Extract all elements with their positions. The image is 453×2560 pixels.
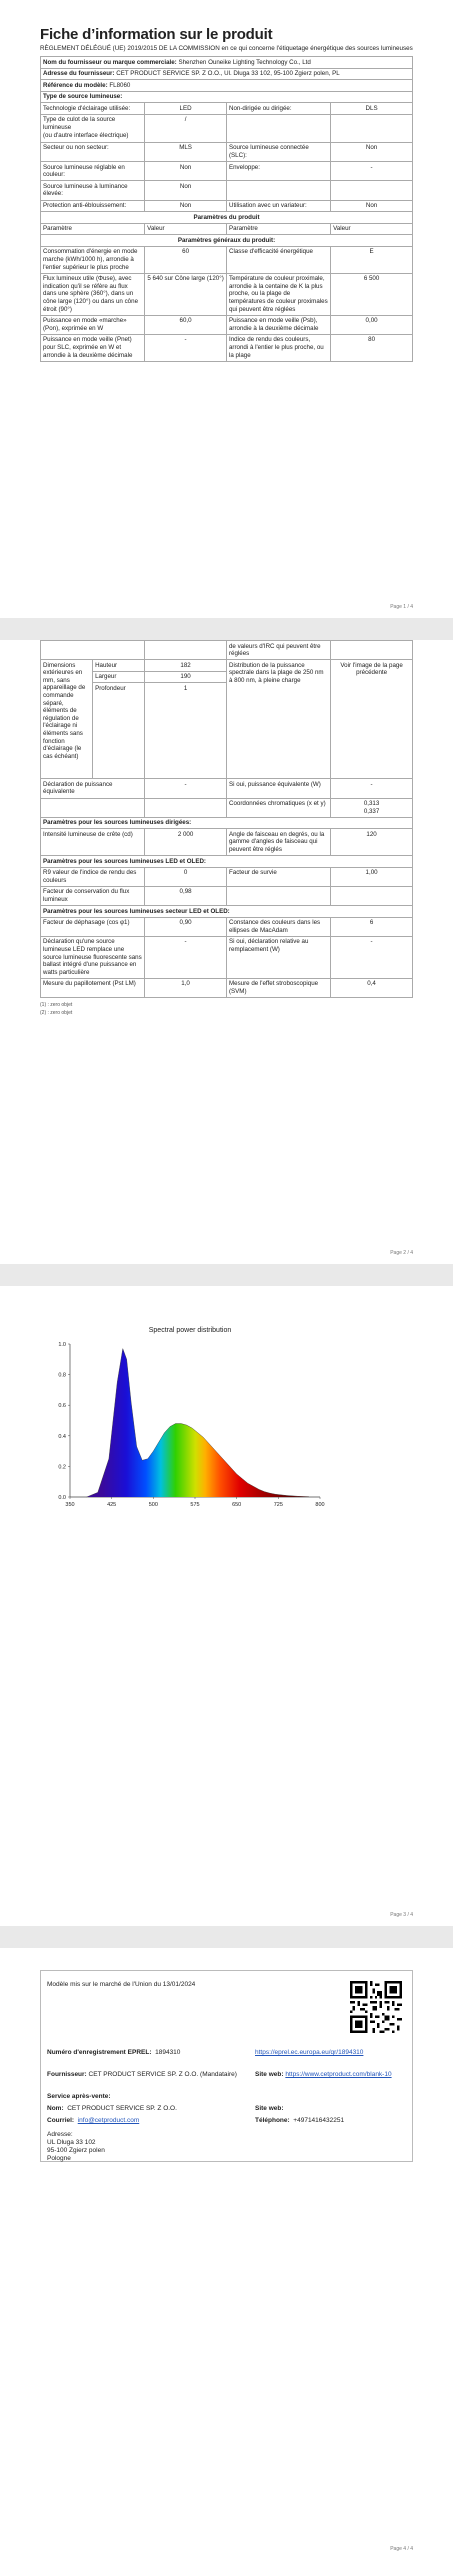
cell: 5 640 sur Cône large (120°): [145, 273, 227, 315]
col-value: Valeur: [145, 223, 227, 235]
cell: Protection anti-éblouissement:: [41, 200, 145, 212]
table-row: [41, 779, 413, 798]
mains-title: Paramètres pour les sources lumineuses secteur LED et OLED:: [41, 906, 413, 918]
page-4: [0, 1948, 453, 2560]
beam-value: 120: [331, 829, 413, 856]
reg-number-row: [47, 2049, 180, 2057]
cell: E: [331, 246, 413, 273]
x-tick-label: 650: [232, 1502, 242, 1508]
cell: 80: [331, 334, 413, 361]
product-params-table-cont: [40, 640, 413, 998]
footnote: (1) : zero objet: [40, 1002, 73, 1009]
supplier-name-value: Shenzhen Ouneike Lighting Technology Co., Ltd: [178, 58, 311, 66]
cell: [331, 641, 413, 660]
cell: LED: [145, 103, 227, 115]
cell: /: [145, 114, 227, 142]
x-tick-label: 350: [65, 1502, 75, 1508]
cell: DLS: [331, 103, 413, 115]
cell: Consommation d'énergie en mode marche (kWh/1000 h), arrondie à l'entier supérieur le plus proche: [41, 246, 145, 273]
y-tick-label: 1.0: [58, 1342, 66, 1348]
disp-label: Facteur de déphasage (cos φ1): [41, 917, 145, 936]
page-number: Page 3 / 4: [390, 1912, 413, 1918]
disp-value: 0,90: [145, 917, 227, 936]
table-row: [41, 829, 413, 856]
address-line: 95-100 Zgierz polen: [47, 2147, 105, 2154]
cell: Puissance en mode veille (Pnet) pour SLC, exprimée en W et arrondie à la deuxième décimale: [41, 334, 145, 361]
spectrum-area: [87, 1349, 309, 1497]
chroma-value: [331, 798, 413, 817]
reg-number-value: 1894310: [155, 2049, 181, 2056]
general-title: Paramètres généraux du produit:: [41, 235, 413, 247]
cell: Source lumineuse connectée (SLC):: [226, 142, 330, 161]
cell: 6 500: [331, 273, 413, 315]
table-row: [41, 660, 413, 672]
cell: Puissance en mode «marche» (Pon), exprimée en W: [41, 315, 145, 334]
cell: [41, 798, 145, 817]
address-block: [47, 2131, 105, 2163]
reg-number-label: Numéro d'enregistrement EPREL:: [47, 2049, 152, 2056]
consist-label: Constance des couleurs dans les ellipses de MacAdam: [226, 917, 330, 936]
spectral-chart: [40, 1322, 330, 1512]
dim-value: 190: [145, 671, 227, 683]
cell: -: [145, 334, 227, 361]
dim-name: Hauteur: [93, 660, 145, 672]
cell: Puissance en mode veille (Psb), arrondie à la deuxième décimale: [226, 315, 330, 334]
cell: Utilisation avec un variateur:: [226, 200, 330, 212]
product-info-table: [40, 56, 413, 362]
strobo-label: Mesure de l'effet stroboscopique (SVM): [226, 978, 330, 997]
dim-name: Profondeur: [93, 683, 145, 779]
table-row: [41, 200, 413, 212]
x-tick-label: 725: [273, 1502, 283, 1508]
cell: -: [331, 162, 413, 181]
phone-row: [255, 2117, 344, 2125]
supplier-value: CET PRODUCT SERVICE SP. Z O.O. (Mandataire): [88, 2071, 237, 2078]
name-label: Nom:: [47, 2105, 64, 2112]
page-2: [0, 640, 453, 1264]
col-param: Paramètre: [41, 223, 145, 235]
eprel-box: [40, 1970, 413, 2162]
cell: 0,00: [331, 315, 413, 334]
chart-title: Spectral power distribution: [148, 1327, 232, 1334]
site-link[interactable]: https://www.cetproduct.com/blank-10: [285, 2071, 392, 2078]
table-row: [41, 142, 413, 161]
supplier-row: [47, 2071, 247, 2079]
table-row: [41, 181, 413, 200]
r9-value: 0: [145, 867, 227, 886]
cell: Secteur ou non secteur:: [41, 142, 145, 161]
placed-on-market: Modèle mis sur le marché de l'Union du 13/01/2024: [47, 1981, 196, 1988]
model-row: [41, 80, 413, 92]
website-row: [255, 2071, 395, 2079]
cell: [226, 181, 330, 200]
table-row: [41, 867, 413, 886]
table-row: [41, 936, 413, 978]
cell: Non: [145, 200, 227, 212]
cell: Non: [331, 142, 413, 161]
consist-value: 6: [331, 917, 413, 936]
y-tick-label: 0.4: [58, 1433, 66, 1440]
cell: 60: [145, 246, 227, 273]
email-row: [47, 2117, 139, 2125]
table-row: [41, 641, 413, 660]
page-3: [0, 1286, 453, 1926]
model-value: FL8060: [109, 81, 131, 89]
site2-label: Site web:: [255, 2105, 284, 2112]
dim-value: 1: [145, 683, 227, 779]
equiv-label: Déclaration de puissance équivalente: [41, 779, 145, 798]
cell: Flux lumineux utile (Φuse), avec indication qu'il se réfère au flux dans une sphère (360°), dans un cône large (120°) ou dans un cône étroit (90°): [41, 273, 145, 315]
y-tick-label: 0.8: [58, 1372, 66, 1379]
cell: Température de couleur proximale, arrondie à la centaine de K la plus proche, ou la plage de températures de couleur proximales qui peuvent être réglées: [226, 273, 330, 315]
after-sales-label: Service après-vente:: [47, 2093, 111, 2100]
qr-code-icon[interactable]: [350, 1981, 402, 2033]
col-value: Valeur: [331, 223, 413, 235]
page-number: Page 1 / 4: [390, 604, 413, 610]
params-title: Paramètres du produit: [41, 212, 413, 224]
chart-plot: [87, 1349, 309, 1497]
chroma-x: 0,313: [363, 800, 380, 808]
phone-value: +4971416432251: [293, 2117, 345, 2124]
cell: 60,0: [145, 315, 227, 334]
flicker-value: 1,0: [145, 978, 227, 997]
chroma-y: 0,337: [363, 807, 380, 815]
footnote: (2) : zero objet: [40, 1010, 73, 1017]
table-row: [41, 273, 413, 315]
name-value: CET PRODUCT SERVICE SP. Z O.O.: [67, 2105, 177, 2112]
r9-label: R9 valeur de l'indice de rendu des couleurs: [41, 867, 145, 886]
page-number: Page 2 / 4: [390, 1250, 413, 1256]
cell: [145, 641, 227, 660]
flicker-label: Mesure du papillotement (Pst LM): [41, 978, 145, 997]
supplier-address-row: [41, 68, 413, 80]
supplier-address-value: CET PRODUCT SERVICE SP. Z O.O., Ul. Dluga 33 102, 95-100 Zgierz polen, PL: [116, 70, 340, 78]
replace-label: Déclaration qu'une source lumineuse LED remplace une source lumineuse fluorescente sans ballast intégré d'une puissance en watts particulière: [41, 936, 145, 978]
table-row: [41, 246, 413, 273]
spd-value: Voir l'image de la page précédente: [331, 660, 413, 779]
cell: Type de culot de la source lumineuse (ou d'autre interface électrique): [41, 114, 145, 142]
cell: Non: [145, 162, 227, 181]
page-title: Fiche d’information sur le produit: [40, 26, 273, 43]
table-row: [41, 886, 413, 905]
cell: Technologie d'éclairage utilisée:: [41, 103, 145, 115]
equiv-value: -: [145, 779, 227, 798]
replace-right-value: -: [331, 936, 413, 978]
x-tick-label: 425: [107, 1502, 117, 1508]
regulation-text: RÈGLEMENT DÉLÉGUÉ (UE) 2019/2015 DE LA COMMISSION en ce qui concerne l'étiquetage énergétique des sources lumineuses: [40, 45, 413, 52]
site-label: Site web:: [255, 2071, 284, 2078]
footnotes: [40, 1001, 413, 1017]
x-tick-label: 575: [190, 1502, 200, 1508]
y-tick-label: 0.0: [58, 1495, 66, 1501]
email-link[interactable]: info@cetproduct.com: [77, 2117, 140, 2124]
y-tick-label: 0.2: [58, 1464, 66, 1471]
cri-continued: de valeurs d'IRC qui peuvent être réglées: [226, 641, 330, 660]
page-number: Page 4 / 4: [390, 2546, 413, 2552]
address-line: Pologne: [47, 2155, 71, 2162]
x-tick-label: 800: [315, 1502, 325, 1508]
cell: MLS: [145, 142, 227, 161]
email-label: Courriel:: [47, 2117, 75, 2124]
cell: Classe d'efficacité énergétique: [226, 246, 330, 273]
cell: Enveloppe:: [226, 162, 330, 181]
cell: [226, 114, 330, 142]
address-label: Adresse:: [47, 2131, 73, 2138]
supplier-name-row: [41, 57, 413, 69]
directional-title: Paramètres pour les sources lumineuses dirigées:: [41, 817, 413, 829]
col-param: Paramètre: [226, 223, 330, 235]
address-line: UL Dluga 33 102: [47, 2139, 96, 2146]
supplier-address-label: Adresse du fournisseur:: [43, 70, 115, 78]
cell: [41, 641, 145, 660]
name-row: [47, 2105, 177, 2113]
site2-row: [255, 2105, 284, 2113]
cell: Source lumineuse réglable en couleur:: [41, 162, 145, 181]
x-tick-label: 500: [148, 1502, 158, 1508]
table-row: [41, 334, 413, 361]
y-tick-label: 0.6: [58, 1403, 66, 1410]
table-row: [41, 978, 413, 997]
eprel-link[interactable]: https://eprel.ec.europa.eu/qr/1894310: [255, 2049, 364, 2056]
cell: Non-dirigée ou dirigée:: [226, 103, 330, 115]
cell: [331, 114, 413, 142]
cell: [226, 886, 330, 905]
dim-value: 182: [145, 660, 227, 672]
header-row: [41, 223, 413, 235]
survival-label: Facteur de survie: [226, 867, 330, 886]
cell: Non: [145, 181, 227, 200]
cell: Non: [331, 200, 413, 212]
model-label: Référence du modèle:: [43, 81, 108, 89]
table-row: [41, 103, 413, 115]
table-row: [41, 315, 413, 334]
peak-label: Intensité lumineuse de crête (cd): [41, 829, 145, 856]
maint-value: 0,98: [145, 886, 227, 905]
table-row: [41, 917, 413, 936]
peak-value: 2 000: [145, 829, 227, 856]
dim-name: Largeur: [93, 671, 145, 683]
survival-value: 1,00: [331, 867, 413, 886]
supplier-name-label: Nom du fournisseur ou marque commerciale:: [43, 58, 177, 66]
equiv-right-label: Si oui, puissance équivalente (W): [226, 779, 330, 798]
cell: [331, 181, 413, 200]
table-row: [41, 162, 413, 181]
phone-label: Téléphone:: [255, 2117, 290, 2124]
beam-label: Angle de faisceau en degrés, ou la gamme d'angles de faisceau qui peuvent être réglés: [226, 829, 330, 856]
cell: [145, 798, 227, 817]
dims-label: Dimensions extérieures en mm, sans appareillage de commande séparé, éléments de régulation de l'éclairage ni éléments sans fonction d'éclairage (le cas échéant): [41, 660, 93, 779]
maint-label: Facteur de conservation du flux lumineux: [41, 886, 145, 905]
led-title: Paramètres pour les sources lumineuses LED et OLED:: [41, 856, 413, 868]
equiv-right-value: -: [331, 779, 413, 798]
strobo-value: 0,4: [331, 978, 413, 997]
cell: Indice de rendu des couleurs, arrondi à l'entier le plus proche, ou la plage: [226, 334, 330, 361]
replace-right-label: Si oui, déclaration relative au remplacement (W): [226, 936, 330, 978]
type-header: Type de source lumineuse:: [41, 91, 413, 103]
spd-label: Distribution de la puissance spectrale dans la plage de 250 nm à 800 nm, à pleine charge: [226, 660, 330, 779]
cell: [331, 886, 413, 905]
cell: Source lumineuse à luminance élevée:: [41, 181, 145, 200]
replace-value: -: [145, 936, 227, 978]
supplier-label: Fournisseur:: [47, 2071, 87, 2078]
table-row: [41, 114, 413, 142]
chroma-label: Coordonnées chromatiques (x et y): [226, 798, 330, 817]
table-row: [41, 798, 413, 817]
page-1: [0, 0, 453, 618]
